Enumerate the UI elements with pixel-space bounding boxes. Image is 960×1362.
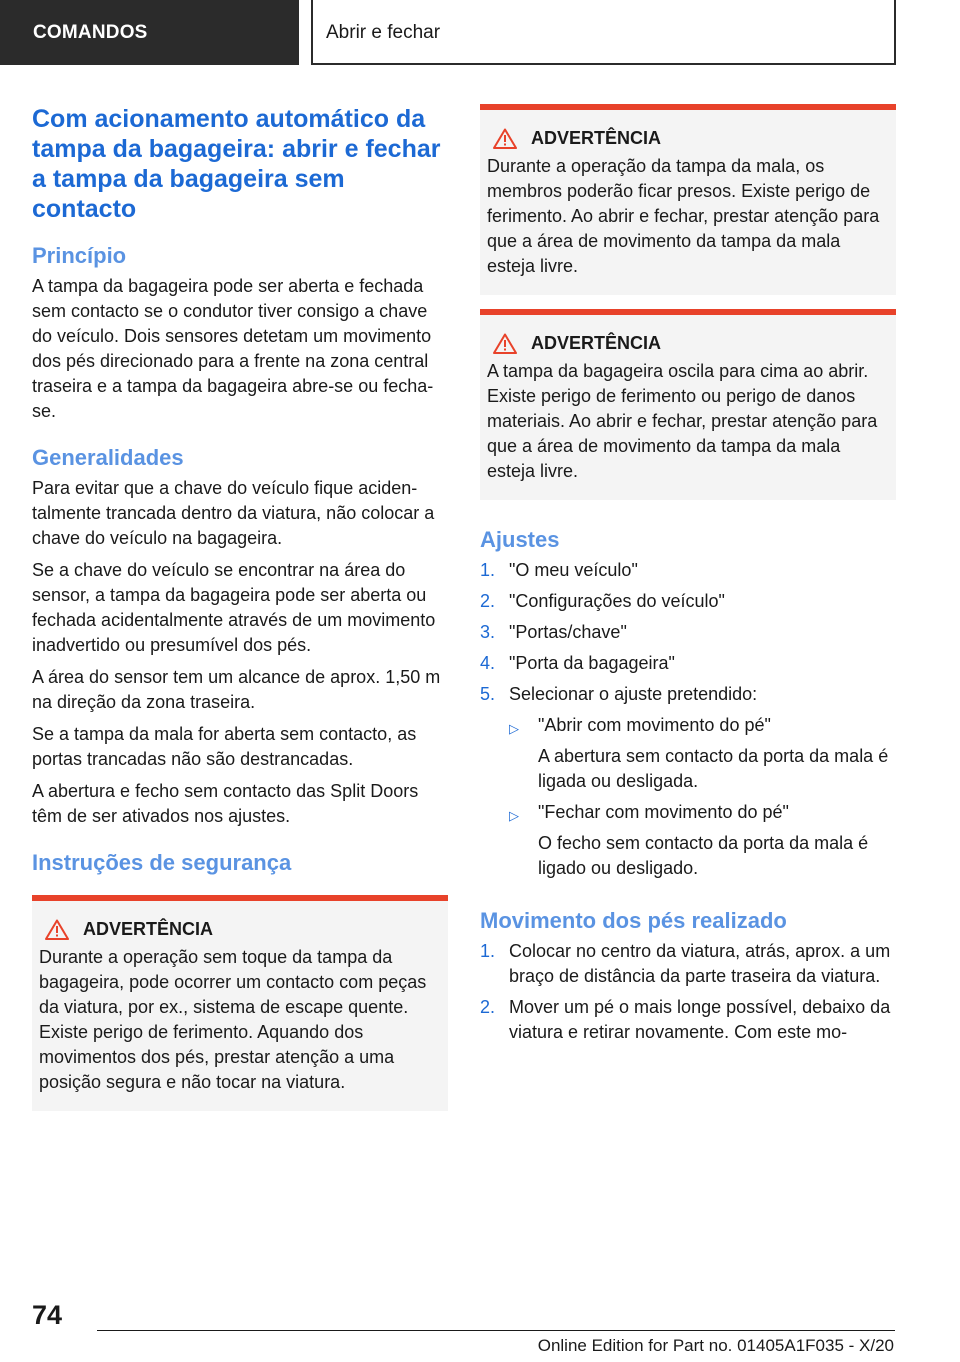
- page-number: 74: [32, 1300, 63, 1330]
- warning-title-text: ADVERTÊNCIA: [83, 919, 214, 939]
- bullet-triangle-icon: ▷: [509, 721, 519, 736]
- warning-triangle-icon: [493, 333, 517, 354]
- warning-title: [487, 331, 888, 355]
- section-tab: COMANDOS: [0, 0, 299, 65]
- warning-box: [480, 104, 896, 295]
- warning-triangle-icon: [45, 919, 69, 940]
- warning-title: [487, 126, 888, 150]
- general-paragraph-1: Para evitar que a chave do veículo fique acidentalmente trancada dentro da viatura, não colocar a chave do veículo na bagageira.: [32, 478, 435, 548]
- warning-title-text: ADVERTÊNCIA: [531, 333, 662, 353]
- safety-heading: Instruções de segurança: [32, 850, 292, 875]
- step-number: 5.: [480, 684, 496, 704]
- movement-steps: [480, 939, 896, 1045]
- option-description: O fecho sem contacto da porta da mala é ligado ou desligado.: [538, 833, 869, 878]
- right-column: [480, 104, 896, 1051]
- step-number: 3.: [480, 622, 496, 642]
- general-paragraph-3: A área do sensor tem um alcance de aprox. 1,50 m na direção da zona traseira.: [32, 667, 441, 712]
- footer-edition: Online Edition for Part no. 01405A1F035 - X/20: [537, 1336, 894, 1355]
- warning-text: Durante a operação da tampa da mala, os membros poderão ficar presos. Existe perigo de ferimento. Ao abrir e fechar, prestar atenção para que a área de movimento da tampa da mala esteja livre.: [487, 156, 880, 276]
- general-paragraph-5: A abertura e fecho sem contacto das Split Doors têm de ser ativados nos ajustes.: [32, 781, 419, 826]
- step-text: "O meu veículo": [509, 560, 638, 580]
- list-item: [509, 800, 896, 881]
- warning-title: [39, 917, 440, 941]
- list-item: [480, 682, 896, 887]
- settings-steps: [480, 558, 896, 887]
- step-text: "Portas/chave": [509, 622, 627, 642]
- options-list: [509, 713, 896, 881]
- list-item: [509, 713, 896, 794]
- bullet-triangle-icon: ▷: [509, 808, 519, 823]
- general-paragraph-4: Se a tampa da mala for aberta sem contacto, as portas trancadas não são destrancadas.: [32, 724, 417, 769]
- general-heading: Generalidades: [32, 445, 184, 470]
- principle-text: A tampa da bagageira pode ser aberta e fechada sem contacto se o condutor tiver consigo a chave do veículo. Dois sensores detetam um movimento dos pés direcionado para a frente na zona central traseira e a tampa da bagageira abre-se ou fecha-se.: [32, 276, 434, 421]
- option-label: "Abrir com movimento do pé": [538, 715, 771, 735]
- step-number: 1.: [480, 560, 496, 580]
- chapter-tab: Abrir e fechar: [311, 0, 896, 65]
- movement-heading: Movimento dos pés realizado: [480, 908, 787, 933]
- step-number: 4.: [480, 653, 496, 673]
- list-item: [480, 651, 896, 676]
- list-item: [480, 558, 896, 583]
- left-column: [32, 104, 448, 1111]
- principle-heading: Princípio: [32, 243, 127, 268]
- step-text: Colocar no centro da viatura, atrás, aprox. a um braço de distância da parte traseira da viatura.: [509, 941, 891, 986]
- footer-rule: [97, 1330, 895, 1331]
- warning-box: [480, 309, 896, 500]
- step-text: Selecionar o ajuste pretendido:: [509, 684, 758, 704]
- list-item: [480, 995, 896, 1045]
- warning-text: Durante a operação sem toque da tampa da bagageira, pode ocorrer um contacto com peças da viatura, por ex., sistema de escape quente. Existe perigo de ferimento. Aquando dos movimentos dos pés, prestar atenção a uma posição segura e não tocar na viatura.: [39, 947, 427, 1092]
- page-title: Com acionamento automático da tampa da bagageira: abrir e fechar a tampa da bagageira sem contacto: [32, 105, 441, 223]
- option-label: "Fechar com movimento do pé": [538, 802, 789, 822]
- step-text: "Configurações do veículo": [509, 591, 725, 611]
- warning-text: A tampa da bagageira oscila para cima ao abrir. Existe perigo de ferimento ou perigo de danos materiais. Ao abrir e fechar, prestar atenção para que a área de movimento da tampa da mala esteja livre.: [487, 361, 878, 481]
- step-text: "Porta da bagageira": [509, 653, 675, 673]
- step-number: 2.: [480, 997, 496, 1017]
- step-number: 2.: [480, 591, 496, 611]
- step-number: 1.: [480, 941, 496, 961]
- warning-box: [32, 895, 448, 1111]
- list-item: [480, 939, 896, 989]
- settings-heading: Ajustes: [480, 527, 560, 552]
- warning-title-text: ADVERTÊNCIA: [531, 128, 662, 148]
- option-description: A abertura sem contacto da porta da mala é ligada ou desligada.: [538, 746, 889, 791]
- warning-triangle-icon: [493, 128, 517, 149]
- general-paragraph-2: Se a chave do veículo se encontrar na área do sensor, a tampa da bagageira pode ser aberta ou fechada acidentalmente através de um movimento inadvertido ou presumível dos pés.: [32, 560, 436, 655]
- list-item: [480, 589, 896, 614]
- list-item: [480, 620, 896, 645]
- step-text: Mover um pé o mais longe possível, debaixo da viatura e retirar novamente. Com este mo-: [509, 997, 891, 1042]
